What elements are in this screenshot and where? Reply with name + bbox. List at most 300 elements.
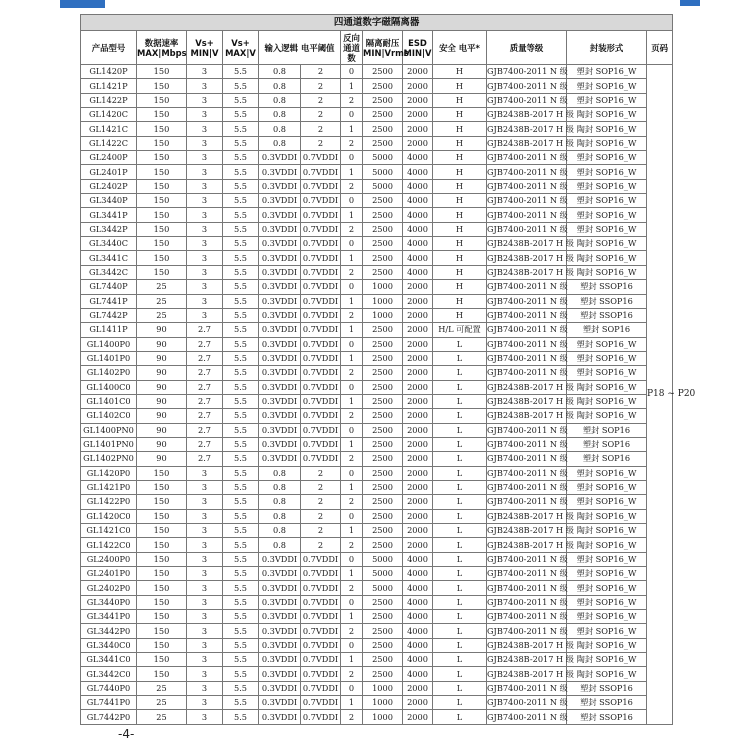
cell-quality-grade: GJB7400-2011 N 级	[487, 93, 567, 107]
cell-quality-grade: GJB7400-2011 N 级	[487, 552, 567, 566]
cell-data-rate: 90	[137, 323, 187, 337]
cell-vs-max: 5.5	[223, 265, 259, 279]
cell-vs-max: 5.5	[223, 710, 259, 724]
cell-vs-min: 3	[187, 567, 223, 581]
cell-quality-grade: GJB7400-2011 N 级	[487, 696, 567, 710]
cell-vih: 0.7VDDI	[301, 351, 341, 365]
cell-vs-min: 3	[187, 653, 223, 667]
cell-package: 塑封 SOP16_W	[567, 366, 647, 380]
cell-data-rate: 90	[137, 337, 187, 351]
cell-quality-grade: GJB7400-2011 N 级	[487, 194, 567, 208]
table-row	[81, 136, 673, 150]
cell-vs-max: 5.5	[223, 624, 259, 638]
cell-vs-min: 3	[187, 667, 223, 681]
cell-data-rate: 150	[137, 65, 187, 79]
cell-model: GL2401P	[81, 165, 137, 179]
cell-isolation-voltage: 2500	[363, 194, 403, 208]
cell-package: 塑封 SOP16_W	[567, 552, 647, 566]
cell-vih: 2	[301, 495, 341, 509]
table-row	[81, 595, 673, 609]
cell-vs-max: 5.5	[223, 93, 259, 107]
cell-vs-max: 5.5	[223, 108, 259, 122]
cell-data-rate: 150	[137, 495, 187, 509]
cell-vil: 0.3VDDI	[259, 653, 301, 667]
cell-vil: 0.3VDDI	[259, 610, 301, 624]
cell-vih: 0.7VDDI	[301, 222, 341, 236]
cell-vih: 0.7VDDI	[301, 653, 341, 667]
cell-quality-grade: GJB2438B-2017 H 级	[487, 380, 567, 394]
table-row	[81, 265, 673, 279]
cell-safety-level: L	[433, 509, 487, 523]
cell-vil: 0.3VDDI	[259, 394, 301, 408]
cell-isolation-voltage: 2500	[363, 509, 403, 523]
cell-model: GL1421C	[81, 122, 137, 136]
cell-data-rate: 150	[137, 509, 187, 523]
cell-vs-min: 3	[187, 294, 223, 308]
cell-vs-max: 5.5	[223, 409, 259, 423]
cell-package: 塑封 SOP16_W	[567, 351, 647, 365]
cell-package: 塑封 SOP16_W	[567, 222, 647, 236]
table-row	[81, 696, 673, 710]
cell-vs-max: 5.5	[223, 524, 259, 538]
cell-isolation-voltage: 5000	[363, 567, 403, 581]
cell-reverse-channels: 2	[341, 581, 363, 595]
cell-package: 塑封 SOP16	[567, 423, 647, 437]
cell-quality-grade: GJB7400-2011 N 级	[487, 151, 567, 165]
cell-data-rate: 90	[137, 351, 187, 365]
cell-vih: 0.7VDDI	[301, 179, 341, 193]
cell-isolation-voltage: 2500	[363, 610, 403, 624]
cell-package: 陶封 SOP16_W	[567, 667, 647, 681]
cell-vih: 2	[301, 122, 341, 136]
cell-vs-max: 5.5	[223, 136, 259, 150]
cell-vih: 0.7VDDI	[301, 567, 341, 581]
cell-isolation-voltage: 2500	[363, 337, 403, 351]
cell-quality-grade: GJB7400-2011 N 级	[487, 337, 567, 351]
cell-reverse-channels: 2	[341, 308, 363, 322]
cell-isolation-voltage: 2500	[363, 108, 403, 122]
cell-vs-max: 5.5	[223, 165, 259, 179]
cell-quality-grade: GJB7400-2011 N 级	[487, 466, 567, 480]
cell-vs-min: 2.7	[187, 452, 223, 466]
cell-package: 陶封 SOP16_W	[567, 237, 647, 251]
cell-vih: 0.7VDDI	[301, 208, 341, 222]
cell-package: 塑封 SOP16_W	[567, 610, 647, 624]
header-input-threshold: 输入逻辑 电平阈值	[259, 31, 341, 65]
cell-vs-min: 2.7	[187, 380, 223, 394]
cell-vih: 2	[301, 136, 341, 150]
cell-vil: 0.3VDDI	[259, 323, 301, 337]
cell-package: 陶封 SOP16_W	[567, 538, 647, 552]
cell-vs-min: 3	[187, 194, 223, 208]
cell-vs-max: 5.5	[223, 380, 259, 394]
table-row	[81, 79, 673, 93]
cell-package: 塑封 SOP16_W	[567, 337, 647, 351]
cell-vil: 0.8	[259, 108, 301, 122]
cell-data-rate: 150	[137, 222, 187, 236]
cell-package: 塑封 SOP16_W	[567, 495, 647, 509]
cell-isolation-voltage: 2500	[363, 208, 403, 222]
cell-data-rate: 150	[137, 595, 187, 609]
table-row	[81, 495, 673, 509]
cell-safety-level: L	[433, 624, 487, 638]
cell-safety-level: H	[433, 65, 487, 79]
cell-isolation-voltage: 5000	[363, 165, 403, 179]
cell-safety-level: H	[433, 165, 487, 179]
cell-package: 陶封 SOP16_W	[567, 136, 647, 150]
cell-model: GL1400C0	[81, 380, 137, 394]
cell-quality-grade: GJB7400-2011 N 级	[487, 681, 567, 695]
cell-vih: 0.7VDDI	[301, 624, 341, 638]
top-accent-bar	[0, 0, 750, 8]
cell-isolation-voltage: 1000	[363, 696, 403, 710]
cell-data-rate: 150	[137, 567, 187, 581]
cell-safety-level: H/L 可配置	[433, 323, 487, 337]
cell-package: 陶封 SOP16_W	[567, 251, 647, 265]
cell-model: GL1420C0	[81, 509, 137, 523]
cell-isolation-voltage: 5000	[363, 552, 403, 566]
cell-esd: 2000	[403, 65, 433, 79]
product-table-sheet	[80, 14, 696, 725]
cell-package: 塑封 SOP16_W	[567, 179, 647, 193]
cell-safety-level: H	[433, 294, 487, 308]
cell-vs-max: 5.5	[223, 79, 259, 93]
cell-quality-grade: GJB2438B-2017 H 级	[487, 409, 567, 423]
cell-vs-min: 3	[187, 681, 223, 695]
cell-package: 塑封 SOP16_W	[567, 194, 647, 208]
cell-isolation-voltage: 1000	[363, 280, 403, 294]
cell-vih: 0.7VDDI	[301, 610, 341, 624]
cell-vil: 0.3VDDI	[259, 366, 301, 380]
cell-quality-grade: GJB7400-2011 N 级	[487, 294, 567, 308]
cell-vs-max: 5.5	[223, 280, 259, 294]
top-accent-mark	[680, 0, 700, 6]
cell-esd: 2000	[403, 437, 433, 451]
cell-reverse-channels: 1	[341, 696, 363, 710]
cell-package: 陶封 SOP16_W	[567, 509, 647, 523]
cell-vil: 0.3VDDI	[259, 552, 301, 566]
cell-reverse-channels: 2	[341, 93, 363, 107]
cell-quality-grade: GJB2438B-2017 H 级	[487, 122, 567, 136]
cell-vs-max: 5.5	[223, 323, 259, 337]
cell-isolation-voltage: 2500	[363, 624, 403, 638]
cell-vih: 0.7VDDI	[301, 237, 341, 251]
cell-vs-min: 3	[187, 538, 223, 552]
table-row	[81, 509, 673, 523]
cell-model: GL3442P0	[81, 624, 137, 638]
table-row	[81, 552, 673, 566]
cell-vs-min: 3	[187, 581, 223, 595]
cell-vs-min: 3	[187, 222, 223, 236]
cell-esd: 2000	[403, 394, 433, 408]
table-row	[81, 452, 673, 466]
cell-esd: 2000	[403, 351, 433, 365]
cell-model: GL7441P0	[81, 696, 137, 710]
table-row	[81, 108, 673, 122]
table-row	[81, 337, 673, 351]
cell-vs-min: 2.7	[187, 437, 223, 451]
cell-esd: 4000	[403, 624, 433, 638]
cell-vil: 0.3VDDI	[259, 624, 301, 638]
cell-safety-level: L	[433, 495, 487, 509]
cell-vs-max: 5.5	[223, 538, 259, 552]
cell-esd: 4000	[403, 552, 433, 566]
cell-data-rate: 150	[137, 122, 187, 136]
cell-safety-level: L	[433, 552, 487, 566]
cell-isolation-voltage: 2500	[363, 351, 403, 365]
cell-package: 塑封 SOP16_W	[567, 624, 647, 638]
table-row	[81, 194, 673, 208]
cell-reverse-channels: 2	[341, 179, 363, 193]
cell-isolation-voltage: 2500	[363, 452, 403, 466]
cell-model: GL3442C	[81, 265, 137, 279]
cell-vih: 2	[301, 79, 341, 93]
cell-vs-max: 5.5	[223, 208, 259, 222]
table-row	[81, 466, 673, 480]
cell-vs-min: 2.7	[187, 394, 223, 408]
cell-esd: 4000	[403, 638, 433, 652]
cell-quality-grade: GJB7400-2011 N 级	[487, 624, 567, 638]
cell-vil: 0.3VDDI	[259, 437, 301, 451]
cell-vil: 0.3VDDI	[259, 265, 301, 279]
cell-esd: 2000	[403, 136, 433, 150]
cell-reverse-channels: 0	[341, 595, 363, 609]
cell-reverse-channels: 2	[341, 538, 363, 552]
header-vs-max: Vs+ MAX|V	[223, 31, 259, 65]
cell-esd: 2000	[403, 466, 433, 480]
cell-data-rate: 150	[137, 79, 187, 93]
cell-quality-grade: GJB7400-2011 N 级	[487, 208, 567, 222]
cell-package: 塑封 SOP16_W	[567, 595, 647, 609]
cell-reverse-channels: 2	[341, 265, 363, 279]
cell-safety-level: L	[433, 538, 487, 552]
cell-vih: 0.7VDDI	[301, 452, 341, 466]
cell-model: GL2402P0	[81, 581, 137, 595]
cell-isolation-voltage: 2500	[363, 538, 403, 552]
header-safety-level: 安全 电平*	[433, 31, 487, 65]
cell-vs-min: 2.7	[187, 337, 223, 351]
cell-model: GL1421P0	[81, 480, 137, 494]
cell-isolation-voltage: 1000	[363, 681, 403, 695]
cell-vil: 0.8	[259, 122, 301, 136]
cell-esd: 2000	[403, 524, 433, 538]
cell-esd: 4000	[403, 222, 433, 236]
cell-esd: 2000	[403, 380, 433, 394]
cell-package: 塑封 SSOP16	[567, 280, 647, 294]
cell-vs-max: 5.5	[223, 437, 259, 451]
cell-model: GL1420P0	[81, 466, 137, 480]
cell-isolation-voltage: 2500	[363, 524, 403, 538]
cell-safety-level: H	[433, 194, 487, 208]
cell-vs-min: 3	[187, 179, 223, 193]
cell-vil: 0.3VDDI	[259, 251, 301, 265]
cell-esd: 4000	[403, 567, 433, 581]
cell-quality-grade: GJB7400-2011 N 级	[487, 423, 567, 437]
cell-vs-max: 5.5	[223, 194, 259, 208]
cell-esd: 4000	[403, 165, 433, 179]
table-header-row	[81, 31, 673, 65]
cell-package: 塑封 SOP16_W	[567, 79, 647, 93]
cell-quality-grade: GJB2438B-2017 H 级	[487, 394, 567, 408]
cell-safety-level: H	[433, 280, 487, 294]
cell-esd: 2000	[403, 308, 433, 322]
cell-quality-grade: GJB2438B-2017 H 级	[487, 667, 567, 681]
cell-vih: 0.7VDDI	[301, 638, 341, 652]
cell-vil: 0.3VDDI	[259, 423, 301, 437]
cell-vs-max: 5.5	[223, 151, 259, 165]
cell-data-rate: 150	[137, 667, 187, 681]
cell-esd: 2000	[403, 280, 433, 294]
cell-vs-min: 3	[187, 151, 223, 165]
cell-quality-grade: GJB7400-2011 N 级	[487, 222, 567, 236]
cell-package: 陶封 SOP16_W	[567, 653, 647, 667]
cell-vih: 0.7VDDI	[301, 294, 341, 308]
cell-safety-level: L	[433, 696, 487, 710]
cell-vih: 0.7VDDI	[301, 581, 341, 595]
header-isolation-voltage: 隔离耐压 MIN|Vrms	[363, 31, 403, 65]
cell-reverse-channels: 1	[341, 524, 363, 538]
cell-esd: 2000	[403, 710, 433, 724]
cell-reverse-channels: 1	[341, 251, 363, 265]
cell-quality-grade: GJB2438B-2017 H 级	[487, 251, 567, 265]
cell-vih: 0.7VDDI	[301, 265, 341, 279]
table-row	[81, 380, 673, 394]
cell-esd: 2000	[403, 323, 433, 337]
cell-vil: 0.3VDDI	[259, 280, 301, 294]
cell-package: 塑封 SOP16_W	[567, 480, 647, 494]
cell-model: GL1422C	[81, 136, 137, 150]
cell-quality-grade: GJB7400-2011 N 级	[487, 165, 567, 179]
cell-vs-min: 3	[187, 280, 223, 294]
cell-esd: 4000	[403, 151, 433, 165]
page-number: -4-	[118, 727, 135, 741]
cell-data-rate: 150	[137, 208, 187, 222]
cell-safety-level: L	[433, 466, 487, 480]
cell-data-rate: 150	[137, 466, 187, 480]
cell-model: GL3441C0	[81, 653, 137, 667]
table-row	[81, 165, 673, 179]
cell-data-rate: 150	[137, 136, 187, 150]
cell-package: 塑封 SSOP16	[567, 710, 647, 724]
cell-isolation-voltage: 1000	[363, 294, 403, 308]
table-title: 四通道数字磁隔离器	[81, 15, 673, 31]
cell-model: GL7442P0	[81, 710, 137, 724]
cell-model: GL2400P	[81, 151, 137, 165]
cell-data-rate: 150	[137, 624, 187, 638]
cell-reverse-channels: 0	[341, 280, 363, 294]
cell-vs-max: 5.5	[223, 466, 259, 480]
cell-vil: 0.3VDDI	[259, 308, 301, 322]
cell-isolation-voltage: 2500	[363, 122, 403, 136]
cell-package: 塑封 SSOP16	[567, 681, 647, 695]
cell-safety-level: L	[433, 524, 487, 538]
cell-isolation-voltage: 2500	[363, 65, 403, 79]
cell-reverse-channels: 1	[341, 653, 363, 667]
cell-reverse-channels: 1	[341, 610, 363, 624]
cell-vih: 0.7VDDI	[301, 151, 341, 165]
cell-quality-grade: GJB7400-2011 N 级	[487, 323, 567, 337]
cell-isolation-voltage: 2500	[363, 394, 403, 408]
cell-vil: 0.8	[259, 495, 301, 509]
cell-reverse-channels: 2	[341, 222, 363, 236]
cell-vil: 0.3VDDI	[259, 710, 301, 724]
cell-esd: 4000	[403, 251, 433, 265]
table-row	[81, 251, 673, 265]
cell-package: 陶封 SOP16_W	[567, 265, 647, 279]
cell-safety-level: L	[433, 480, 487, 494]
cell-reverse-channels: 0	[341, 151, 363, 165]
cell-quality-grade: GJB7400-2011 N 级	[487, 581, 567, 595]
cell-isolation-voltage: 2500	[363, 495, 403, 509]
cell-data-rate: 25	[137, 308, 187, 322]
cell-vs-min: 3	[187, 79, 223, 93]
cell-vs-min: 3	[187, 509, 223, 523]
cell-isolation-voltage: 2500	[363, 251, 403, 265]
cell-model: GL1402P0	[81, 366, 137, 380]
cell-vil: 0.3VDDI	[259, 595, 301, 609]
cell-vil: 0.3VDDI	[259, 409, 301, 423]
cell-model: GL1400P0	[81, 337, 137, 351]
cell-quality-grade: GJB7400-2011 N 级	[487, 65, 567, 79]
cell-esd: 4000	[403, 265, 433, 279]
cell-package: 陶封 SOP16_W	[567, 524, 647, 538]
cell-vih: 2	[301, 538, 341, 552]
cell-reverse-channels: 1	[341, 437, 363, 451]
cell-data-rate: 150	[137, 151, 187, 165]
cell-quality-grade: GJB7400-2011 N 级	[487, 351, 567, 365]
cell-isolation-voltage: 5000	[363, 581, 403, 595]
cell-quality-grade: GJB2438B-2017 H 级	[487, 237, 567, 251]
cell-safety-level: H	[433, 108, 487, 122]
cell-isolation-voltage: 2500	[363, 667, 403, 681]
cell-reverse-channels: 1	[341, 394, 363, 408]
cell-vs-min: 2.7	[187, 366, 223, 380]
cell-esd: 2000	[403, 696, 433, 710]
cell-package: 陶封 SOP16_W	[567, 638, 647, 652]
table-row	[81, 524, 673, 538]
cell-model: GL3440C	[81, 237, 137, 251]
cell-model: GL3441C	[81, 251, 137, 265]
cell-isolation-voltage: 2500	[363, 93, 403, 107]
table-row	[81, 366, 673, 380]
cell-vih: 2	[301, 65, 341, 79]
cell-data-rate: 90	[137, 380, 187, 394]
table-row	[81, 280, 673, 294]
cell-safety-level: L	[433, 610, 487, 624]
cell-esd: 4000	[403, 194, 433, 208]
cell-data-rate: 150	[137, 179, 187, 193]
cell-reverse-channels: 2	[341, 366, 363, 380]
table-row	[81, 122, 673, 136]
cell-package: 塑封 SOP16_W	[567, 65, 647, 79]
cell-vih: 0.7VDDI	[301, 280, 341, 294]
table-row	[81, 222, 673, 236]
cell-safety-level: H	[433, 151, 487, 165]
cell-esd: 2000	[403, 122, 433, 136]
cell-vil: 0.3VDDI	[259, 179, 301, 193]
cell-package: 塑封 SOP16	[567, 452, 647, 466]
cell-vs-min: 3	[187, 136, 223, 150]
cell-vih: 0.7VDDI	[301, 337, 341, 351]
cell-vih: 0.7VDDI	[301, 366, 341, 380]
table-row	[81, 667, 673, 681]
cell-vih: 0.7VDDI	[301, 380, 341, 394]
table-row	[81, 624, 673, 638]
cell-esd: 4000	[403, 595, 433, 609]
cell-package: 陶封 SOP16_W	[567, 122, 647, 136]
cell-package: 陶封 SOP16_W	[567, 380, 647, 394]
cell-esd: 2000	[403, 294, 433, 308]
